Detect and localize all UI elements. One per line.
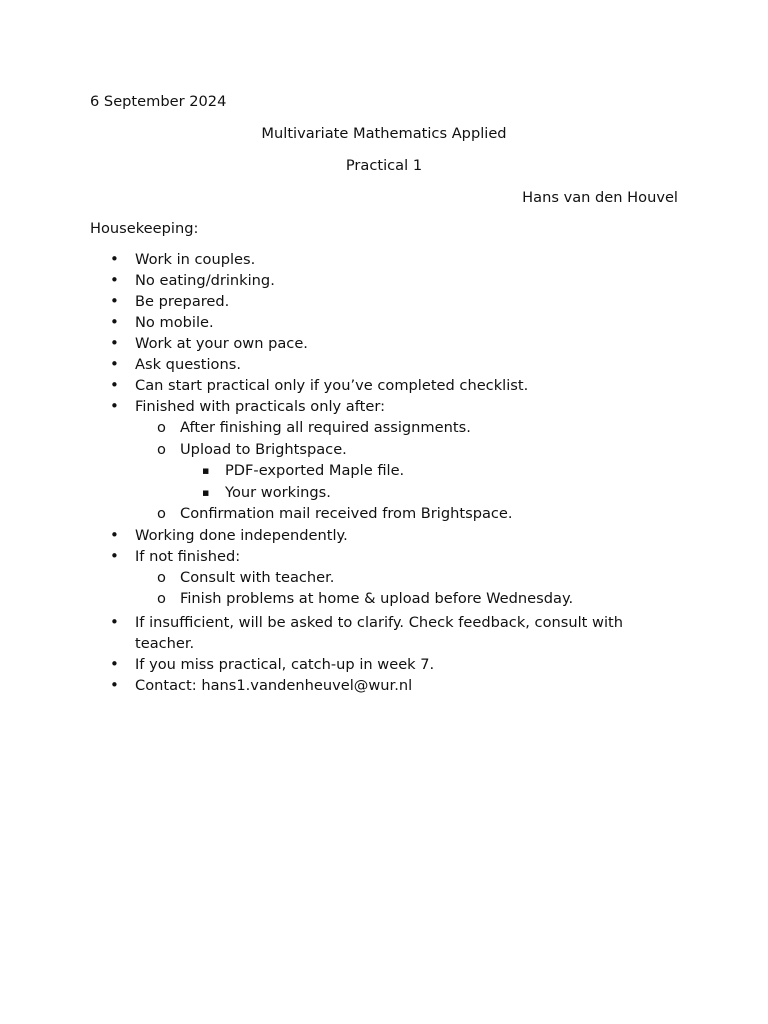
bullet-icon: •	[110, 376, 119, 394]
bullet-icon: •	[110, 397, 119, 415]
sub-list-item-text: Confirmation mail received from Brightspace.	[180, 505, 513, 522]
list-item-text: Working done independently.	[135, 526, 348, 544]
sub-list-item	[135, 503, 678, 525]
document-author: Hans van den Houvel	[522, 189, 678, 206]
list-item-text: If insufficient, will be asked to clarify. Check feedback, consult with teacher.	[135, 613, 623, 652]
sub-list-item	[135, 417, 678, 439]
list-item	[90, 312, 678, 333]
circle-bullet-icon: o	[157, 568, 166, 586]
list-item	[90, 270, 678, 291]
sub-sub-list	[180, 460, 678, 503]
bullet-icon: •	[110, 271, 119, 289]
bullet-icon: •	[110, 612, 119, 631]
bullet-icon: •	[110, 546, 119, 565]
sub-sub-list-item	[180, 460, 678, 482]
bullet-icon: •	[110, 525, 119, 544]
sub-list	[135, 417, 678, 525]
sub-list-item-text: Upload to Brightspace.	[180, 440, 347, 458]
list-item-text: Work at your own pace.	[135, 335, 308, 352]
sub-sub-list-item	[180, 482, 678, 504]
contact-email-text: Contact: hans1.vandenheuvel@wur.nl	[135, 676, 413, 694]
section-heading: Housekeeping:	[90, 220, 199, 237]
sub-list-item	[135, 439, 678, 504]
square-bullet-icon: ▪	[202, 464, 210, 477]
circle-bullet-icon: o	[157, 505, 166, 522]
list-item-text: If you miss practical, catch-up in week 7.	[135, 655, 435, 673]
circle-bullet-icon: o	[157, 419, 166, 436]
sub-sub-list-item-text: Your workings.	[225, 483, 331, 501]
bullet-icon: •	[110, 654, 119, 673]
list-item	[90, 610, 678, 654]
document-title: Multivariate Mathematics Applied	[261, 125, 507, 142]
list-item-text: Finished with practicals only after:	[135, 398, 385, 415]
list-item	[90, 546, 678, 610]
bullet-icon: •	[110, 292, 119, 310]
list-item-text: Be prepared.	[135, 293, 230, 310]
list-item-text: Work in couples.	[135, 251, 256, 268]
housekeeping-list	[90, 249, 678, 696]
list-item	[90, 291, 678, 312]
list-item	[90, 396, 678, 525]
sub-list-item	[135, 588, 678, 610]
document-date: 6 September 2024	[90, 93, 227, 110]
list-item	[90, 333, 678, 354]
bullet-icon: •	[110, 313, 119, 331]
list-item	[90, 654, 678, 675]
list-item	[90, 525, 678, 546]
list-item-text: If not finished:	[135, 547, 241, 565]
sub-sub-list-item-text: PDF-exported Maple file.	[225, 462, 405, 479]
list-item-text: Ask questions.	[135, 356, 241, 373]
circle-bullet-icon: o	[157, 440, 166, 458]
list-item-text: No mobile.	[135, 314, 214, 331]
bullet-icon: •	[110, 334, 119, 352]
square-bullet-icon: ▪	[202, 485, 210, 499]
sub-list-item-text: Consult with teacher.	[180, 568, 335, 586]
bullet-icon: •	[110, 250, 119, 268]
document-subtitle: Practical 1	[345, 157, 423, 174]
document-page	[90, 91, 678, 696]
sub-list-item-text: Finish problems at home & upload before Wednesday.	[180, 590, 574, 607]
sub-list-item	[135, 567, 678, 589]
list-item	[90, 675, 678, 696]
list-item-text: Can start practical only if you’ve completed checklist.	[135, 377, 529, 394]
list-item	[90, 354, 678, 375]
bullet-icon: •	[110, 675, 119, 694]
circle-bullet-icon: o	[157, 590, 166, 607]
list-item	[90, 249, 678, 270]
sub-list-item-text: After finishing all required assignments.	[180, 419, 471, 436]
sub-list	[135, 567, 678, 610]
list-item	[90, 375, 678, 396]
list-item-text: No eating/drinking.	[135, 272, 275, 289]
bullet-icon: •	[110, 355, 119, 373]
